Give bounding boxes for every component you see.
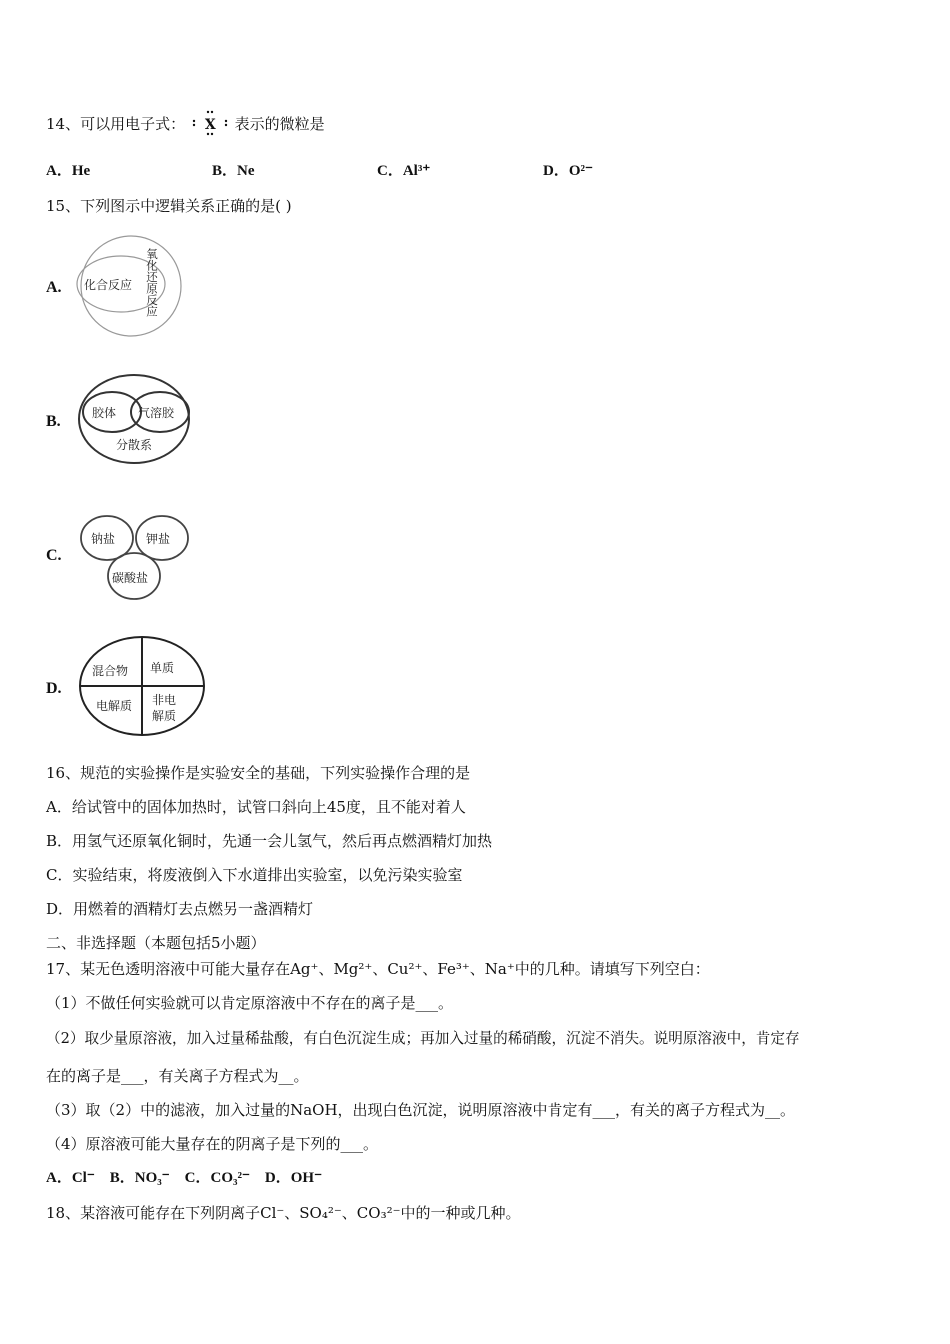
q16-option-d[interactable]: D．用燃着的酒精灯去点燃另一盏酒精灯 [46, 900, 314, 918]
q14-option-a[interactable]: A．He [46, 163, 91, 179]
diagram-d-electrolyte: 电解质 [96, 699, 133, 713]
q17-part2-cont: 在的离子是___，有关离子方程式为__。 [46, 1067, 309, 1085]
q14-stem [46, 114, 325, 135]
q16-stem: 16、规范的实验操作是实验安全的基础，下列实验操作合理的是 [46, 764, 471, 782]
q15-option-d[interactable]: D. [46, 680, 62, 697]
q17-stem: 17、某无色透明溶液中可能大量存在Ag⁺、Mg²⁺、Cu²⁺、Fe³⁺、Na⁺中的几种。请填写下列空白： [46, 960, 710, 978]
q14-option-d[interactable]: D．O²⁻ [543, 163, 593, 179]
diagram-c [78, 512, 194, 604]
diagram-a [74, 234, 186, 340]
section-heading: 二、非选择题（本题包括5小题） [46, 934, 266, 952]
q17-part4: （4）原溶液可能大量存在的阴离子是下列的___。 [46, 1135, 379, 1153]
diagram-c-left: 钠盐 [91, 532, 116, 546]
electron-symbol: X [204, 117, 216, 133]
q16-option-b[interactable]: B．用氢气还原氧化铜时，先通一会儿氢气，然后再点燃酒精灯加热 [46, 832, 493, 850]
q15-option-b[interactable]: B. [46, 413, 61, 430]
diagram-d [78, 634, 208, 738]
diagram-b-left: 胶体 [92, 406, 117, 420]
q17-options[interactable]: A．Cl⁻ B．NO₃⁻ C．CO₃²⁻ D．OH⁻ [46, 1170, 322, 1186]
q14-prefix: 14、可以用电子式： [46, 115, 186, 133]
q17-part1: （1）不做任何实验就可以肯定原溶液中不存在的离子是___。 [46, 994, 454, 1012]
diagram-c-right: 钾盐 [146, 532, 171, 546]
q16-option-c[interactable]: C．实验结束，将废液倒入下水道排出实验室，以免污染实验室 [46, 866, 463, 884]
diagram-d-nonelectrolyte-2: 解质 [152, 709, 177, 723]
q14-option-c[interactable]: C．Al³⁺ [377, 163, 431, 179]
diagram-a-outer: 氧化还原反应 [145, 248, 159, 317]
q17-part2: （2）取少量原溶液，加入过量稀盐酸，有白色沉淀生成；再加入过量的稀硝酸，沉淀不消失。说明原溶液中，肯定存 [46, 1030, 800, 1047]
diagram-d-mixture: 混合物 [92, 664, 129, 678]
diagram-b [76, 372, 194, 468]
q15-stem: 15、下列图示中逻辑关系正确的是( ) [46, 197, 292, 215]
q16-option-a[interactable]: A．给试管中的固体加热时，试管口斜向上45度，且不能对着人 [46, 798, 466, 816]
diagram-d-nonelectrolyte-1: 非电 [152, 693, 177, 707]
diagram-a-inner: 化合反应 [84, 278, 133, 292]
q14-suffix: 表示的微粒是 [234, 115, 325, 133]
q14-option-b[interactable]: B．Ne [212, 163, 255, 179]
electron-formula [190, 115, 230, 135]
q17-part3: （3）取（2）中的滤液，加入过量的NaOH，出现白色沉淀，说明原溶液中肯定有___，有关的离子方程式为__。 [46, 1101, 796, 1119]
diagram-d-element: 单质 [150, 661, 175, 675]
diagram-c-bottom: 碳酸盐 [112, 571, 149, 585]
q15-option-a[interactable]: A. [46, 279, 62, 296]
diagram-b-right: 气溶胶 [138, 406, 175, 420]
q18-stem: 18、某溶液可能存在下列阴离子Cl⁻、SO₄²⁻、CO₃²⁻中的一种或几种。 [46, 1204, 521, 1222]
q15-option-c[interactable]: C. [46, 547, 62, 564]
diagram-b-outer: 分散系 [116, 438, 153, 452]
